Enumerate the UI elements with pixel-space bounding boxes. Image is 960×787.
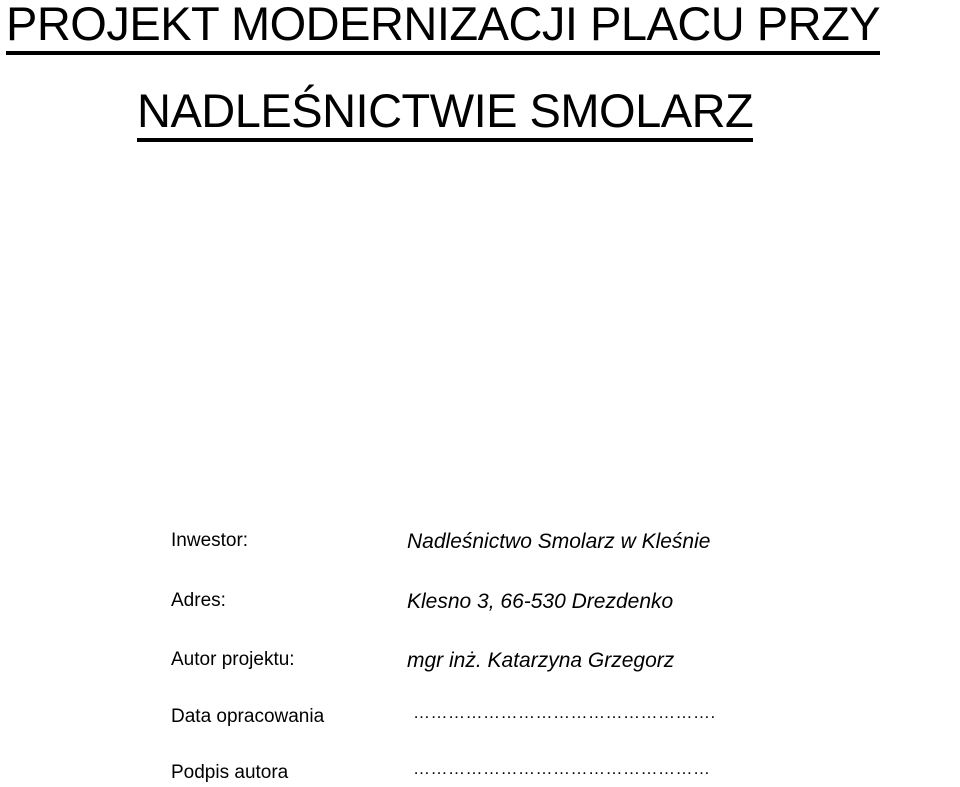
author-label: Autor projektu: bbox=[171, 649, 295, 670]
investor-label: Inwestor: bbox=[171, 530, 249, 551]
author-value: mgr inż. Katarzyna Grzegorz bbox=[407, 649, 675, 672]
title-line-2 bbox=[137, 84, 754, 142]
investor-value: Nadleśnictwo Smolarz w Kleśnie bbox=[407, 530, 711, 553]
signature-value-placeholder: …………………………………………… bbox=[413, 759, 711, 778]
address-value: Klesno 3, 66-530 Drezdenko bbox=[407, 590, 674, 613]
date-label: Data opracowania bbox=[171, 706, 325, 727]
title-text-2: NADLEŚNICTWIE SMOLARZ bbox=[137, 87, 753, 142]
title-line-1 bbox=[6, 0, 880, 55]
date-value-placeholder: ……………………………………………. bbox=[413, 703, 716, 722]
title-text-1: PROJEKT MODERNIZACJI PLACU PRZY bbox=[6, 0, 880, 55]
address-label: Adres: bbox=[171, 590, 226, 611]
signature-label: Podpis autora bbox=[171, 762, 289, 783]
